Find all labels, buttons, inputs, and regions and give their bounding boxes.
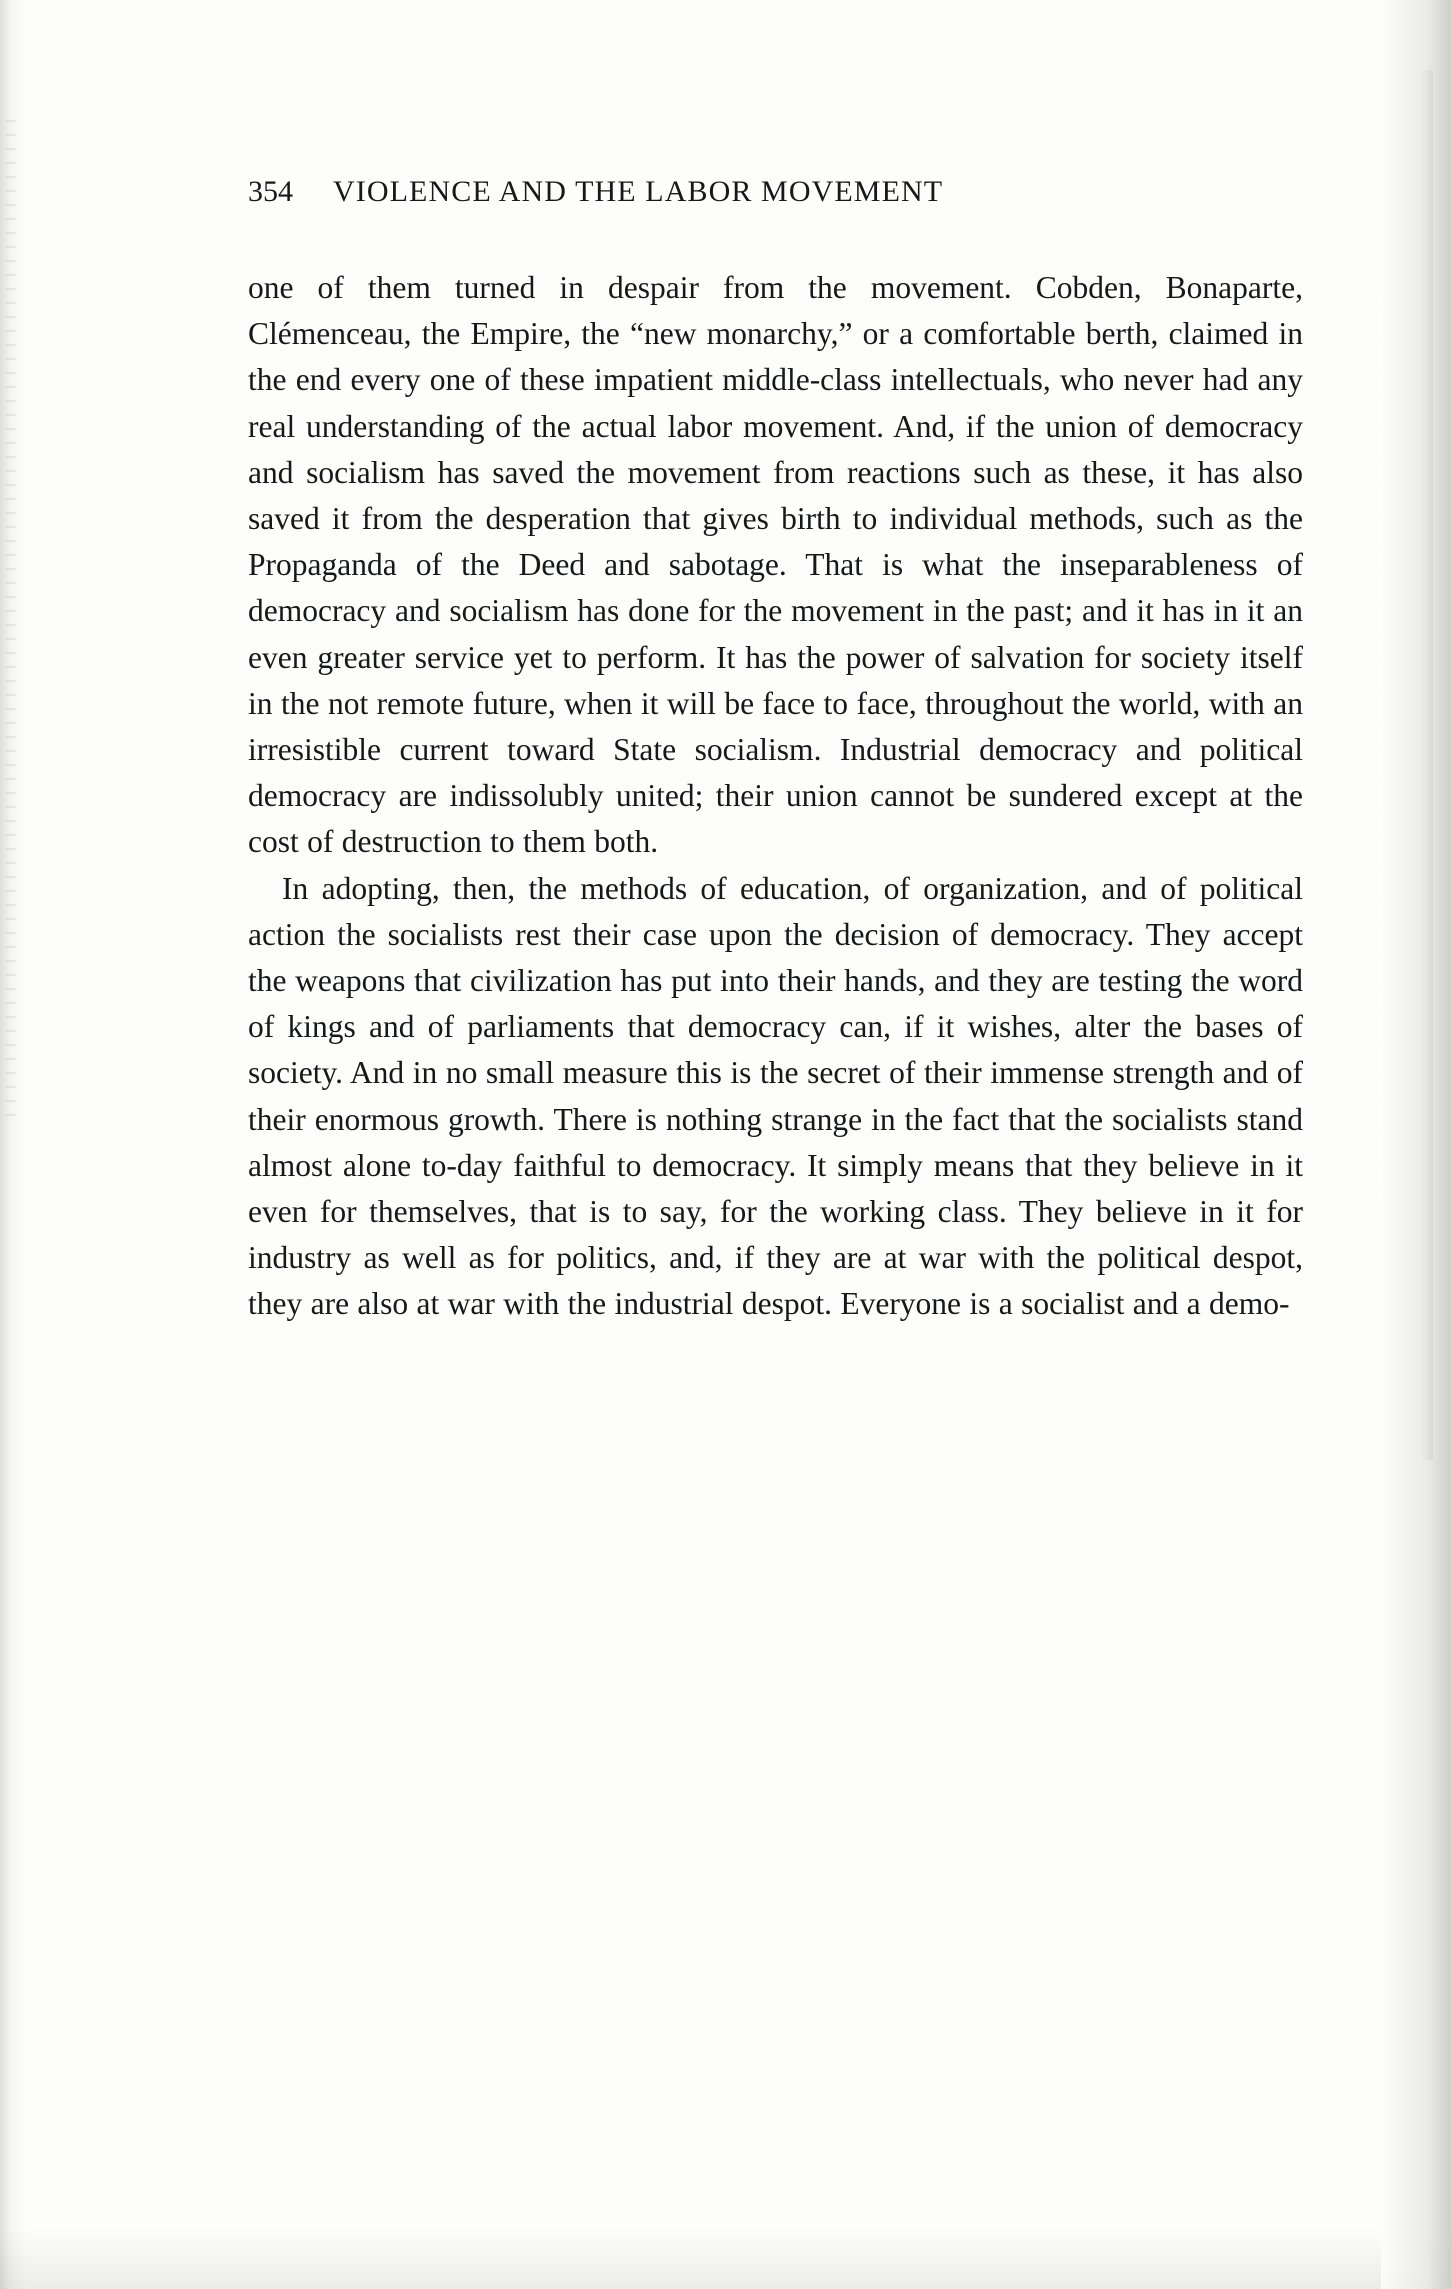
right-page-edge-shadow [1421, 70, 1433, 1460]
left-margin-scan-artifact [6, 120, 16, 1120]
right-margin-scan-artifact [1383, 300, 1399, 1200]
bottom-scan-shadow [0, 2229, 1451, 2289]
running-head [248, 175, 1303, 209]
page-number: 354 [248, 175, 293, 208]
page-text-column [248, 175, 1303, 1328]
body-paragraph-1: one of them turned in despair from the movement. Cobden, Bonaparte, Clémenceau, the Empire, the “new monarchy,” or a comfortable berth, claimed in the end every one of these impatient middle-class intellectuals, who never had any real understanding of the actual labor movement. And, if the union of democracy and socialism has saved the movement from reactions such as these, it has also saved it from the desperation that gives birth to individual methods, such as the Propaganda of the Deed and sabotage. That is what the inseparableness of democracy and socialism has done for the movement in the past; and it has in it an even greater service yet to perform. It has the power of salvation for society itself in the not remote future, when it will be face to face, throughout the world, with an irresistible current toward State socialism. Industrial democracy and political democracy are indissolubly united; their union cannot be sundered except at the cost of destruction to them both. [248, 270, 1303, 860]
body-paragraph-2: In adopting, then, the methods of education, of organization, and of political action the socialists rest their case upon the decision of democracy. They accept the weapons that civilization has put into their hands, and they are testing the word of kings and of parliaments that democracy can, if it wishes, alter the bases of society. And in no small measure this is the secret of their immense strength and of their enormous growth. There is nothing strange in the fact that the socialists stand almost alone to-day faithful to democracy. It simply means that they believe in it even for themselves, that is to say, for the working class. They believe in it for industry as well as for politics, and, if they are at war with the political despot, they are also at war with the industrial despot. Everyone is a socialist and a demo- [248, 870, 1303, 1322]
running-title: VIOLENCE AND THE LABOR MOVEMENT [333, 175, 944, 208]
